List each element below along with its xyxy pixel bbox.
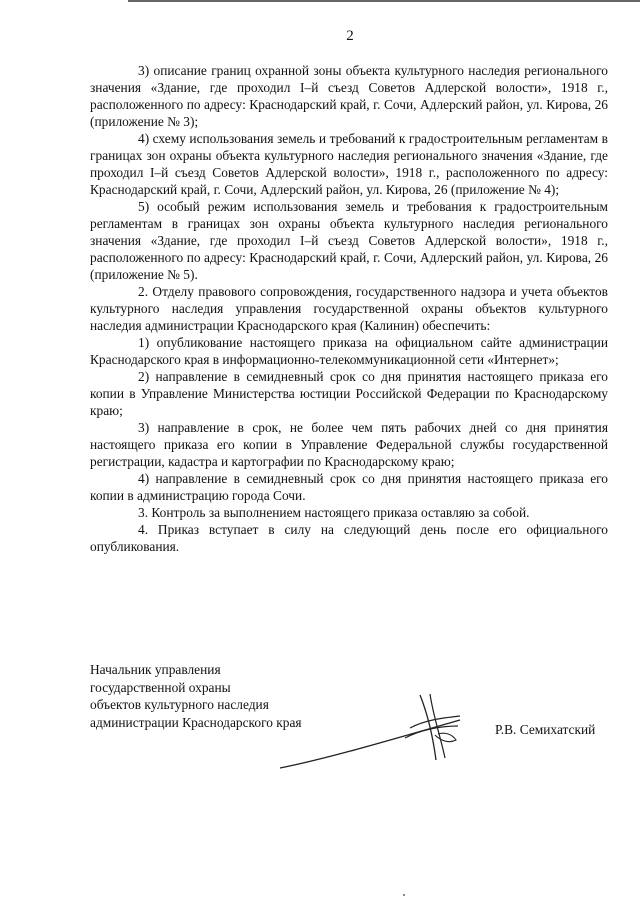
signer-position-line: Начальник управления bbox=[90, 662, 221, 677]
paragraph-subitem-3-registration-service: 3) направление в срок, не более чем пять рабочих дней со дня принятия настоящего приказа его копии в Управление Федеральной службы государственной регистрации, кадастра и картографии по Краснодарскому краю; bbox=[90, 420, 608, 469]
paragraph-item-3-boundaries: 3) описание границ охранной зоны объекта культурного наследия регионального значения «Здание, где проходил I–й съезд Советов Адлерской волости», 1918 г., расположенного по адресу: Краснодарский край, г. Сочи, Адлерский район, ул. Кирова, 26 (приложение № 3); bbox=[90, 63, 608, 129]
paragraph-subitem-2-ministry-justice: 2) направление в семидневный срок со дня принятия настоящего приказа его копии в Управление Министерства юстиции Российской Федерации по Краснодарскому краю; bbox=[90, 369, 608, 418]
scan-dot bbox=[403, 894, 405, 896]
paragraph-item-4-land-use-scheme: 4) схему использования земель и требований к градостроительным регламентам в границах зон охраны объекта культурного наследия регионального значения «Здание, где проходил I–й съезд Советов Адлерской волости», 1918 г., расположенного по адресу: Краснодарский край, г. Сочи, Адлерский район, ул. Кирова, 26 (приложение № 4); bbox=[90, 131, 608, 197]
signer-position-line: объектов культурного наследия bbox=[90, 697, 269, 712]
signer-name: Р.В. Семихатский bbox=[495, 722, 596, 737]
signer-position-line: администрации Краснодарского края bbox=[90, 714, 302, 730]
paragraph-item-5-special-regime: 5) особый режим использования земель и требования к градостроительным регламентам в границах зон охраны объекта культурного наследия регионального значения «Здание, где проходил I–й съезд Советов Адлерской волости», 1918 г., расположенного по адресу: Краснодарский край, г. Сочи, Адлерский район, ул. Кирова, 26 (приложение № 5). bbox=[90, 199, 608, 282]
signer-position-line: государственной охраны bbox=[90, 679, 231, 695]
paragraph-subitem-1-publication: 1) опубликование настоящего приказа на официальном сайте администрации Краснодарского края в информационно-телекоммуникационной сети «Интернет»; bbox=[90, 335, 608, 367]
paragraph-section-2-legal-department: 2. Отделу правового сопровождения, государственного надзора и учета объектов культурного наследия управления государственной охраны объектов культурного наследия администрации Краснодарского края (Калинин) обеспечить: bbox=[90, 284, 608, 333]
paragraph-section-3-control: 3. Контроль за выполнением настоящего приказа оставляю за собой. bbox=[138, 505, 530, 520]
page-number: 2 bbox=[346, 28, 354, 44]
paragraph-subitem-4-sochi-administration: 4) направление в семидневный срок со дня принятия настоящего приказа его копии в администрацию города Сочи. bbox=[90, 471, 608, 503]
paragraph-section-4-effective-date: 4. Приказ вступает в силу на следующий день после его официального опубликования. bbox=[90, 522, 608, 554]
top-border-line bbox=[128, 0, 640, 2]
document-body bbox=[90, 62, 608, 555]
handwritten-signature bbox=[270, 690, 470, 770]
